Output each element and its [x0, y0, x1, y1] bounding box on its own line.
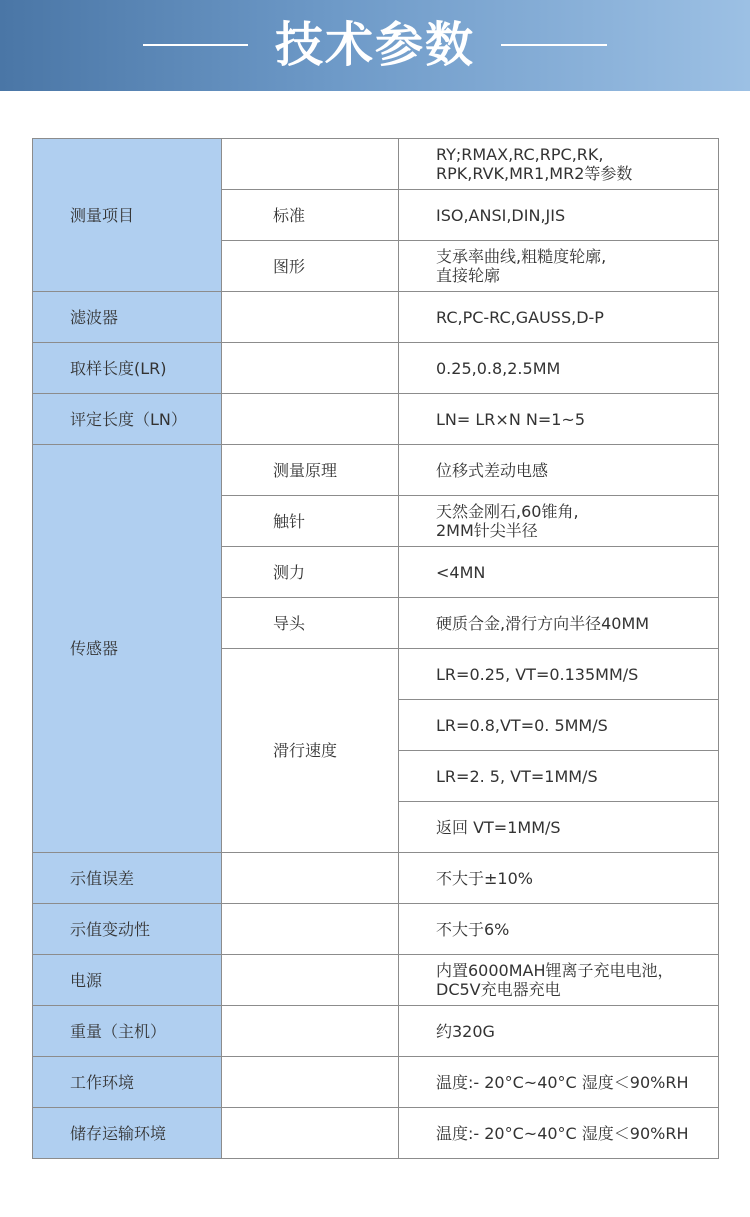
sub-item-cell	[222, 394, 399, 445]
value-line: RY;RMAX,RC,RPC,RK,	[436, 145, 604, 164]
table-row	[33, 445, 719, 496]
category-cell: 工作环境	[33, 1057, 222, 1108]
value-cell	[399, 955, 719, 1006]
category-cell: 滤波器	[33, 292, 222, 343]
category-cell: 电源	[33, 955, 222, 1006]
sub-item-cell	[222, 904, 399, 955]
table-row	[33, 343, 719, 394]
table-row	[33, 904, 719, 955]
category-cell: 示值误差	[33, 853, 222, 904]
value-cell: ISO,ANSI,DIN,JIS	[399, 190, 719, 241]
value-line: 支承率曲线,粗糙度轮廓,	[436, 247, 607, 266]
value-line: 天然金刚石,60锥角,	[436, 502, 579, 521]
sub-item-cell	[222, 955, 399, 1006]
sub-item-cell	[222, 292, 399, 343]
category-cell: 示值变动性	[33, 904, 222, 955]
category-cell: 评定长度（LN）	[33, 394, 222, 445]
value-line: DC5V充电器充电	[436, 980, 561, 999]
table-row	[33, 955, 719, 1006]
value-line: RPK,RVK,MR1,MR2等参数	[436, 164, 633, 183]
value-cell: LR=2. 5, VT=1MM/S	[399, 751, 719, 802]
title-divider-right	[501, 44, 607, 46]
value-cell	[399, 496, 719, 547]
value-cell: RC,PC-RC,GAUSS,D-P	[399, 292, 719, 343]
table-row	[33, 1057, 719, 1108]
value-cell: 约320G	[399, 1006, 719, 1057]
table-row	[33, 1108, 719, 1159]
value-cell	[399, 139, 719, 190]
header-banner	[0, 0, 750, 91]
sub-item-cell: 图形	[222, 241, 399, 292]
table-row	[33, 394, 719, 445]
category-cell: 储存运输环境	[33, 1108, 222, 1159]
value-cell: LN= LR×N N=1~5	[399, 394, 719, 445]
category-cell: 取样长度(LR)	[33, 343, 222, 394]
sub-item-cell	[222, 139, 399, 190]
value-cell: 硬质合金,滑行方向半径40MM	[399, 598, 719, 649]
value-cell	[399, 241, 719, 292]
category-cell: 传感器	[33, 445, 222, 853]
value-cell: 0.25,0.8,2.5MM	[399, 343, 719, 394]
value-cell: 返回 VT=1MM/S	[399, 802, 719, 853]
category-cell: 重量（主机）	[33, 1006, 222, 1057]
value-cell: LR=0.8,VT=0. 5MM/S	[399, 700, 719, 751]
category-cell: 测量项目	[33, 139, 222, 292]
sub-item-cell: 导头	[222, 598, 399, 649]
value-cell: 位移式差动电感	[399, 445, 719, 496]
sub-item-cell: 标准	[222, 190, 399, 241]
sub-item-cell	[222, 853, 399, 904]
value-cell: <4MN	[399, 547, 719, 598]
sub-item-cell	[222, 1057, 399, 1108]
value-cell: 温度:- 20°C~40°C 湿度＜90%RH	[399, 1057, 719, 1108]
value-line: 直接轮廓	[436, 266, 501, 285]
sub-item-cell	[222, 1108, 399, 1159]
sub-item-cell: 测量原理	[222, 445, 399, 496]
value-cell: LR=0.25, VT=0.135MM/S	[399, 649, 719, 700]
value-cell: 温度:- 20°C~40°C 湿度＜90%RH	[399, 1108, 719, 1159]
spec-table	[32, 138, 719, 1159]
sub-item-cell	[222, 1006, 399, 1057]
value-cell: 不大于6%	[399, 904, 719, 955]
table-row	[33, 853, 719, 904]
value-line: 内置6000MAH锂离子充电电池，	[436, 961, 674, 980]
table-row	[33, 1006, 719, 1057]
sub-item-cell: 滑行速度	[222, 649, 399, 853]
sub-item-cell: 测力	[222, 547, 399, 598]
sub-item-cell: 触针	[222, 496, 399, 547]
page-title: 技术参数	[274, 17, 475, 73]
value-line: 2MM针尖半径	[436, 521, 538, 540]
value-cell: 不大于±10%	[399, 853, 719, 904]
table-row	[33, 292, 719, 343]
table-row	[33, 139, 719, 190]
sub-item-cell	[222, 343, 399, 394]
